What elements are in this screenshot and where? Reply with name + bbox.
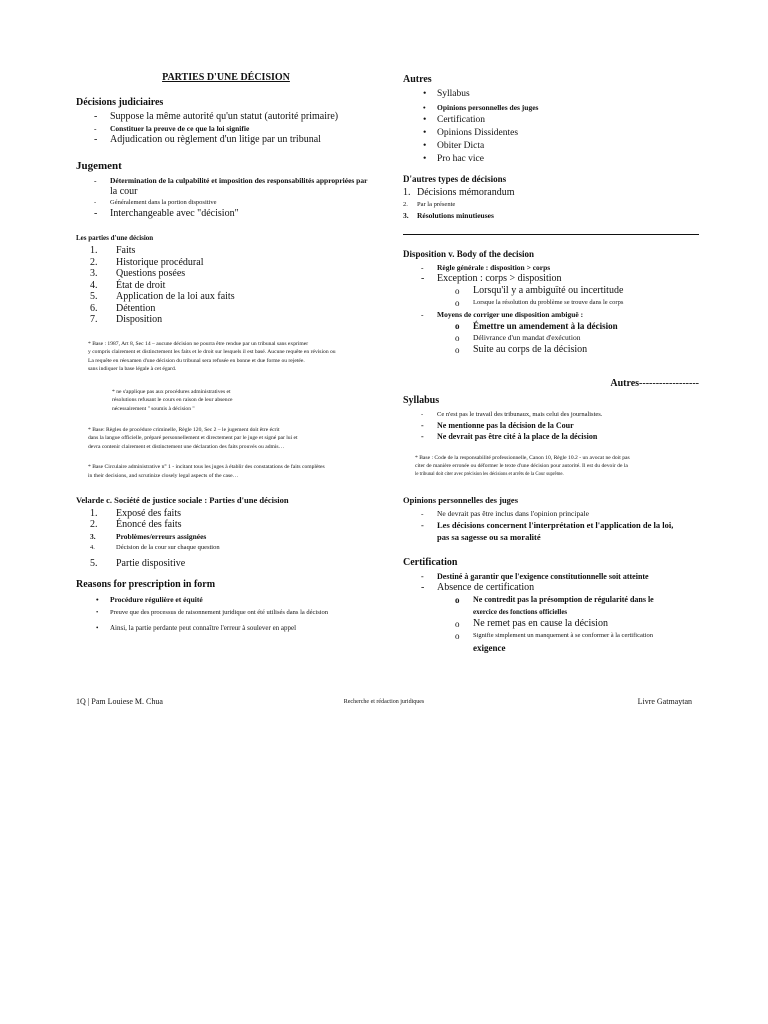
note-line: y compris clairement et distinctement les faits et le droit sur lesquels il est basé. Aucune requête en révision ou bbox=[88, 349, 336, 356]
types-list bbox=[403, 187, 699, 222]
list-item bbox=[403, 199, 699, 211]
autres-list bbox=[403, 88, 699, 166]
reasons-list bbox=[76, 593, 376, 635]
list-item: - Destiné à garantir que l'exigence constitutionnelle soit atteinte bbox=[403, 571, 699, 582]
list-number: 4. bbox=[90, 279, 98, 291]
parties-list bbox=[76, 245, 376, 326]
list-item: • Pro hac vice bbox=[403, 153, 699, 166]
note-line: citer de manière erronée ou déformer le texte d'une décision pour autorité. Il est du devoir de la bbox=[415, 463, 628, 470]
heading-disposition: Disposition v. Body of the decision bbox=[403, 248, 535, 259]
list-item bbox=[76, 531, 376, 543]
list-number: 5. bbox=[90, 557, 98, 569]
note-line: La requête en réexamen d'une décision du tribunal sera refusée en bonne et due forme ou rejetée. bbox=[88, 357, 305, 364]
list-item bbox=[76, 558, 376, 570]
heading-opinions: Opinions personnelles des juges bbox=[403, 495, 519, 506]
list-item: - Généralement dans la portion dispositive bbox=[76, 197, 376, 208]
list-item bbox=[403, 187, 699, 199]
footer-course: Recherche et rédaction juridiques bbox=[343, 699, 425, 705]
velarde-list bbox=[76, 508, 376, 570]
list-item: o Délivrance d'un mandat d'exécution bbox=[403, 332, 699, 344]
list-item bbox=[76, 268, 376, 280]
disposition-list-2 bbox=[403, 309, 699, 320]
opinions-list bbox=[403, 508, 699, 543]
list-item: o Ne remet pas en cause la décision bbox=[403, 618, 699, 630]
list-item bbox=[76, 280, 376, 292]
list-number: 7. bbox=[90, 314, 98, 325]
list-item bbox=[76, 508, 376, 520]
note-line: devra contenir clairement et distinctement une déclaration des faits prouvés ou admis… bbox=[88, 443, 285, 450]
note-line: * Base : Code de la responsabilité professionnelle, Canon 10, Règle 10.2 - un avocat ne doit pas bbox=[415, 454, 630, 461]
heading-velarde: Velarde c. Société de justice sociale : Parties d'une décision bbox=[76, 494, 289, 505]
list-item bbox=[76, 314, 376, 326]
note-line: in their decisions, and scrutinize closely legal aspects of the case… bbox=[88, 473, 239, 480]
footnote-circular bbox=[88, 463, 376, 480]
list-item: o Lorsque la résolution du problème se trouve dans le corps bbox=[403, 297, 699, 309]
list-item: - Exception : corps > disposition bbox=[403, 273, 699, 285]
jugement-list bbox=[76, 175, 376, 220]
list-item-text: Problèmes/erreurs assignées bbox=[116, 531, 207, 541]
list-number: 1. bbox=[403, 187, 411, 198]
disposition-sublist-2 bbox=[403, 320, 699, 356]
list-item bbox=[403, 210, 699, 222]
list-item: o Émettre un amendement à la décision bbox=[403, 320, 699, 332]
list-number: 5. bbox=[90, 291, 98, 302]
list-number: 3. bbox=[403, 211, 409, 220]
decisions-list bbox=[76, 111, 376, 146]
list-item-text: Exposé des faits bbox=[116, 507, 181, 519]
heading-parties: Les parties d'une décision bbox=[76, 234, 154, 242]
page-title: PARTIES D'UNE DÉCISION bbox=[162, 72, 290, 83]
list-item: o Suite au corps de la décision bbox=[403, 344, 699, 356]
note-line: dans la langue officielle, préparé personnellement et directement par le juge et signé par lui et bbox=[88, 435, 298, 442]
footnote-base-1987 bbox=[88, 340, 376, 374]
note-line: * Base : 1987, Art 8, Sec 14 – aucune décision ne pourra être rendue par un tribunal sans exprimer bbox=[88, 340, 309, 347]
list-item bbox=[403, 630, 699, 656]
list-item: • Syllabus bbox=[403, 88, 699, 101]
list-item bbox=[403, 594, 699, 618]
list-item: - Ne mentionne pas la décision de la Cour bbox=[403, 420, 699, 431]
list-item: • Certification bbox=[403, 114, 699, 127]
list-number: 3. bbox=[90, 268, 98, 279]
section-divider bbox=[403, 234, 699, 235]
heading-syllabus: Syllabus bbox=[403, 394, 440, 406]
list-item-text: Ne contredit pas la présomption de régularité dans le bbox=[473, 595, 654, 605]
list-item: - Adjudication ou règlement d'un litige par un tribunal bbox=[76, 134, 376, 146]
list-item: - Suppose la même autorité qu'un statut (autorité primaire) bbox=[76, 111, 376, 123]
list-number: 4. bbox=[90, 544, 95, 552]
heading-decisions: Décisions judiciaires bbox=[76, 97, 164, 108]
list-item: - Règle générale : disposition > corps bbox=[403, 262, 699, 273]
certification-list bbox=[403, 571, 699, 594]
list-item bbox=[76, 303, 376, 315]
list-item bbox=[76, 175, 376, 197]
list-item-text: Faits bbox=[116, 245, 136, 256]
list-number: 2. bbox=[403, 200, 408, 208]
list-item-text: Résolutions minutieuses bbox=[417, 211, 494, 220]
list-item-text: exercice des fonctions officielles bbox=[473, 608, 568, 617]
heading-certification: Certification bbox=[403, 557, 458, 569]
heading-types: D'autres types de décisions bbox=[403, 174, 507, 184]
list-number: 1. bbox=[90, 507, 98, 519]
list-item-text: Historique procédural bbox=[116, 256, 204, 268]
list-item-text: État de droit bbox=[116, 279, 166, 291]
list-item-text: Décision de la cour sur chaque question bbox=[116, 544, 220, 552]
heading-reasons: Reasons for prescription in form bbox=[76, 579, 216, 591]
note-line: sans indiquer la base légale à cet égard. bbox=[88, 366, 177, 373]
note-line: * Base Circulaire administrative n° 1 - incitant tous les juges à établir des constatations de faits complètes bbox=[88, 464, 325, 471]
footnote-code bbox=[415, 454, 699, 480]
list-item: - Ce n'est pas le travail des tribunaux, mais celui des journalistes. bbox=[403, 409, 699, 420]
list-number: 3. bbox=[90, 531, 96, 541]
list-item-text: exigence bbox=[473, 643, 506, 654]
list-item bbox=[403, 519, 699, 543]
note-line: * Base: Règles de procédure criminelle, Règle 120, Sec 2 – le jugement doit être écrit bbox=[88, 426, 280, 433]
disposition-sublist bbox=[403, 285, 699, 309]
list-item: • Ainsi, la partie perdante peut connaître l'erreur à soulever en appel bbox=[76, 622, 376, 635]
note-line: nécessairement " soumis à décision " bbox=[112, 406, 195, 413]
list-item-text: Détention bbox=[116, 302, 156, 314]
list-item-text: pas sa sagesse ou sa moralité bbox=[437, 532, 541, 543]
left-column bbox=[76, 70, 376, 635]
list-item bbox=[76, 291, 376, 303]
list-item: • Procédure régulière et équité bbox=[76, 593, 376, 606]
note-line: * ne s'applique pas aux procédures administratives et bbox=[112, 388, 231, 395]
list-item: o Lorsqu'il y a ambiguïté ou incertitude bbox=[403, 285, 699, 297]
certification-sublist bbox=[403, 594, 699, 656]
list-item-text: Détermination de la culpabilité et imposition des responsabilités appropriées par bbox=[110, 176, 368, 185]
list-item bbox=[76, 257, 376, 269]
list-item-text: Disposition bbox=[116, 314, 163, 325]
list-item: - Constituer la preuve de ce que la loi signifie bbox=[76, 123, 376, 134]
list-item-text: la cour bbox=[110, 186, 138, 197]
list-number: 2. bbox=[90, 256, 98, 268]
list-number: 1. bbox=[90, 245, 98, 256]
list-item-text: Signifie simplement un manquement à se conformer à la certification bbox=[473, 632, 653, 640]
list-item-text: Partie dispositive bbox=[116, 557, 186, 569]
note-line: le tribunal doit citer avec précision les décisions et arrêts de la Cour suprême. bbox=[415, 471, 564, 477]
heading-autres-2: Autres------------------ bbox=[610, 377, 699, 389]
list-item-text: Application de la loi aux faits bbox=[116, 291, 235, 302]
list-item: • Opinions personnelles des juges bbox=[403, 101, 699, 114]
list-number: 6. bbox=[90, 302, 98, 314]
list-item bbox=[76, 245, 376, 257]
heading-jugement: Jugement bbox=[76, 160, 122, 172]
list-item-text: Énoncé des faits bbox=[116, 519, 182, 531]
list-item-text: Questions posées bbox=[116, 268, 186, 279]
footnote-admin bbox=[112, 388, 376, 414]
list-item: - Interchangeable avec "décision" bbox=[76, 208, 376, 220]
footnote-criminal-procedure bbox=[88, 426, 376, 452]
list-item-text: Décisions mémorandum bbox=[417, 187, 515, 198]
list-number: 2. bbox=[90, 519, 98, 531]
note-line: résolutions refusant le cours en raison de leur absence bbox=[112, 397, 233, 404]
footer-source: Livre Gatmaytan bbox=[637, 697, 692, 706]
list-item: - Absence de certification bbox=[403, 582, 699, 594]
footer-author: 1Q | Pam Louiese M. Chua bbox=[76, 697, 163, 706]
list-item-text: Les décisions concernent l'interprétation et l'application de la loi, bbox=[437, 520, 674, 531]
list-item: • Opinions Dissidentes bbox=[403, 127, 699, 140]
list-item: - Moyens de corriger une disposition ambiguë : bbox=[403, 309, 699, 320]
list-item bbox=[76, 542, 376, 554]
disposition-list bbox=[403, 262, 699, 285]
list-item-text: Par la présente bbox=[417, 200, 456, 208]
syllabus-list bbox=[403, 409, 699, 442]
heading-autres: Autres bbox=[403, 74, 432, 85]
list-item: • Preuve que des processus de raisonnement juridique ont été utilisés dans la décision bbox=[76, 606, 376, 619]
list-item: - Ne devrait pas être cité à la place de la décision bbox=[403, 431, 699, 442]
list-item: • Obiter Dicta bbox=[403, 140, 699, 153]
list-item bbox=[76, 519, 376, 531]
list-item: - Ne devrait pas être inclus dans l'opinion principale bbox=[403, 508, 699, 519]
right-column bbox=[403, 70, 699, 656]
